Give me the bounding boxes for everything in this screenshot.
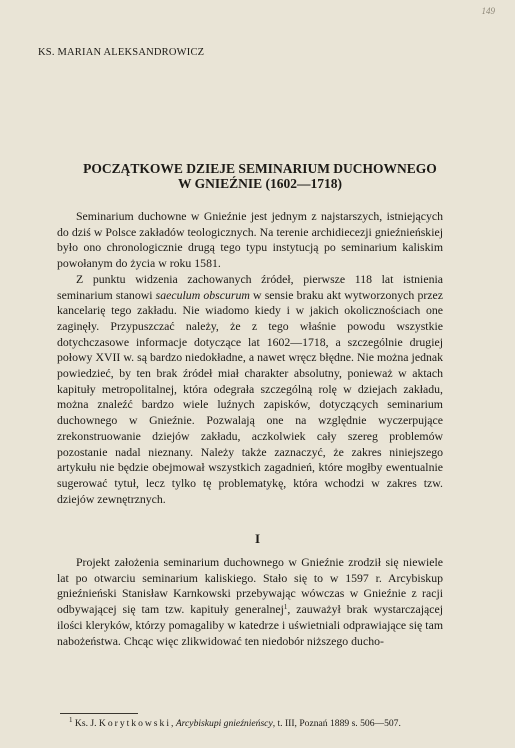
article-title	[40, 161, 480, 191]
intro-paragraph-2	[57, 272, 443, 508]
section-text	[57, 555, 443, 649]
intro-paragraph-2-rest: w sensie braku akt wytworzonych przez kancelarię tego zakładu. Nie wiadomo kiedy i w jakich okolicznościach one zaginęły. Przypuszczać należy, że z tego właśnie powodu wszystkie dotychczasowe informacje dotyczące lat 1602—1718, a szczególnie drugiej połowy XVII w. są bardzo niedokładne, a nawet wręcz błędne. Nie można jednak powiedzieć, by ten brak źródeł miał charakter absolutny, ponieważ w aktach kapituły metropolitalnej, która odegrała szczególną rolę w dziejach zakładu, można znaleźć bardzo wiele luźnych zapisków, dotyczących seminarium duchownego w Gnieźnie. Pozwalają one na względnie wyczerpujące zrekonstruowanie dziejów zakładu, aczkolwiek cały szereg problemów pozostanie nadal nieznany. Należy także zaznaczyć, że zakres niniejszego artykułu nie będzie obejmował wszystkich zagadnień, które mogłby ewentualnie sugerować tytuł, lecz tylko tę problematykę, która wchodzi w zakres tzw. dziejów zewnętrznych.	[57, 287, 443, 506]
footnote-reference: 1	[283, 603, 288, 612]
footnote	[57, 718, 443, 730]
page-number: 149	[481, 6, 495, 16]
section-numeral: I	[254, 531, 261, 546]
footnote-number: 1	[69, 716, 73, 724]
title-line-1: POCZĄTKOWE DZIEJE SEMINARIUM DUCHOWNEGO	[83, 161, 437, 176]
footnote-abbr: Ks. J.	[74, 718, 97, 729]
section-paragraph-1	[57, 555, 443, 649]
footnote-citation: , t. III, Poznań 1889 s. 506—507.	[272, 718, 401, 729]
footnote-author: Korytkowski	[98, 718, 172, 729]
footnote-text: $^1$ Ks. J. Korytkowski, Arcybiskupi gnieźnieńscy, t. III, Poznań 1889 s. 506—507.	[69, 716, 401, 729]
intro-paragraph-2-start: Z punktu widzenia zachowanych źródeł, pierwsze 118 lat istnienia seminarium stanowi	[57, 271, 443, 302]
footnote-divider	[60, 713, 138, 714]
title-line-2: W GNIEŹNIE (1602—1718)	[177, 176, 343, 191]
footnote-book-title: Arcybiskupi gnieźnieńscy	[175, 718, 273, 729]
article-author: KS. MARIAN ALEKSANDROWICZ	[38, 47, 205, 58]
section-paragraph-1-rest: , zauważył brak wystarczającej ilości kleryków, którzy pomagaliby w katedrze i uświetniali odprawiające się tam nabożeństwa. Chcąc więc zlikwidować ten niedobór niższego ducho-	[57, 602, 443, 648]
italic-phrase: saeculum obscurum	[155, 287, 250, 302]
intro-text	[57, 209, 443, 507]
section-paragraph-1-start: Projekt założenia seminarium duchownego w Gnieźnie zrodził się niewiele lat po otwarciu seminarium kaliskiego. Stało się to w 1597 r. Arcybiskup gnieźnieński Stanisław Karnkowski przebywając wówczas w Gnieźnie z racji odbywającej się tam tzw. kapituły generalnej	[57, 555, 443, 617]
intro-paragraph-1: Seminarium duchowne w Gnieźnie jest jednym z najstarszych, istniejących do dziś w Polsce zakładów teologicznych. Na terenie archidiecezji gnieźnieńskiej było ono chronologicznie drugą tego typu instytucją po seminarium kaliskim powołanym do życia w roku 1581.	[57, 209, 443, 271]
